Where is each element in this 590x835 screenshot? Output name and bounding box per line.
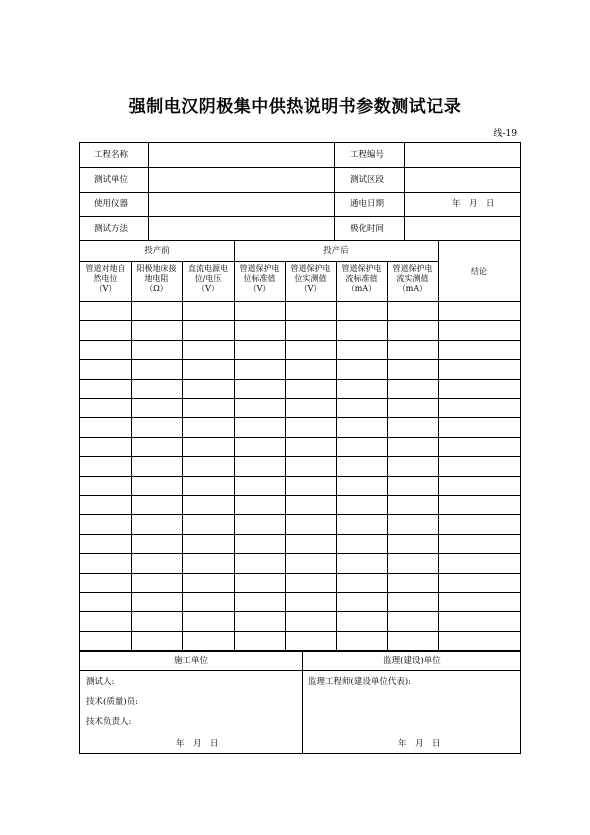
- col-divider: [234, 240, 235, 650]
- row-divider: [80, 216, 520, 217]
- table-row-divider: [80, 631, 520, 632]
- polar-time-label: 极化时间: [350, 224, 385, 234]
- method-label: 测试方法: [94, 224, 129, 234]
- column-header: [438, 267, 520, 277]
- col-divider: [334, 143, 335, 240]
- column-header-line: （V）: [299, 284, 322, 293]
- project-no-label: 工程编号: [350, 150, 385, 160]
- supervisor-label: 监理工程师(建设单位代表):: [308, 677, 411, 687]
- column-header: [234, 264, 285, 294]
- col-divider: [148, 143, 149, 240]
- power-date-value: 年 月 日: [452, 199, 495, 209]
- table-row-divider: [80, 611, 520, 612]
- row-divider: [80, 240, 520, 241]
- column-header-line: （V）: [197, 284, 219, 293]
- column-header: [336, 264, 387, 294]
- page-title: 强制电汉阴极集中供热说明书参数测试记录: [128, 97, 462, 117]
- column-header-line: （V）: [248, 284, 271, 293]
- test-section-label: 测试区段: [350, 175, 385, 185]
- table-row-divider: [80, 514, 520, 515]
- column-header-line: 管道保护电: [239, 264, 280, 273]
- col-divider: [438, 240, 439, 650]
- column-header-line: （mA）: [397, 284, 428, 293]
- record-table: [79, 142, 521, 754]
- column-header: [285, 264, 336, 294]
- column-header: [80, 264, 131, 294]
- date-right: 年 月 日: [398, 739, 441, 749]
- column-header-line: 位标准值: [243, 274, 276, 283]
- footer-divider: [80, 651, 520, 652]
- table-row-divider: [80, 398, 520, 399]
- column-header-line: 阳极地床接: [136, 264, 177, 273]
- table-row-divider: [80, 437, 520, 438]
- column-header-line: 流标准值: [345, 274, 378, 283]
- table-row-divider: [80, 592, 520, 593]
- column-header-line: （V）: [94, 284, 117, 293]
- tech-quality-label: 技术(质量)员:: [86, 697, 138, 707]
- table-row-divider: [80, 573, 520, 574]
- row-divider: [80, 167, 520, 168]
- column-header-line: 位实测值: [294, 274, 327, 283]
- form-code: 线-19: [493, 129, 517, 139]
- instrument-label: 使用仪器: [94, 199, 129, 209]
- header-divider: [80, 301, 520, 302]
- column-header-line: 地电阻: [144, 274, 169, 283]
- group-after: 投产后: [323, 246, 349, 256]
- supervision-unit: 监理(建设)单位: [383, 656, 441, 666]
- table-row-divider: [80, 379, 520, 380]
- column-header-line: 位/电压: [194, 274, 222, 283]
- column-header-line: 直流电源电: [188, 264, 228, 273]
- column-header: [131, 264, 182, 294]
- table-row-divider: [80, 320, 520, 321]
- power-date-label: 通电日期: [350, 199, 385, 209]
- table-row-divider: [80, 359, 520, 360]
- column-header-line: 管道保护电: [392, 264, 433, 273]
- column-header-line: 结论: [471, 267, 487, 276]
- table-row-divider: [80, 456, 520, 457]
- construction-unit: 施工单位: [173, 656, 208, 666]
- group-before: 投产前: [144, 246, 170, 256]
- column-header-line: 流实测值: [396, 274, 429, 283]
- table-row-divider: [80, 534, 520, 535]
- column-header-line: 管道对地自: [85, 264, 126, 273]
- table-row-divider: [80, 476, 520, 477]
- project-name-label: 工程名称: [94, 150, 129, 160]
- date-left: 年 月 日: [176, 739, 219, 749]
- column-header-line: 然电位: [93, 274, 118, 283]
- table-row-divider: [80, 495, 520, 496]
- footer-divider: [80, 670, 520, 671]
- col-divider: [404, 143, 405, 240]
- table-row-divider: [80, 417, 520, 418]
- column-header-line: （mA）: [346, 284, 377, 293]
- group-divider: [80, 261, 438, 262]
- column-header-line: 管道保护电: [290, 264, 331, 273]
- column-header-line: （Ω）: [145, 284, 168, 293]
- tester-label: 测试人:: [86, 677, 115, 687]
- test-unit-label: 测试单位: [94, 175, 129, 185]
- table-row-divider: [80, 553, 520, 554]
- tech-lead-label: 技术负责人:: [86, 717, 132, 727]
- column-header: [182, 264, 234, 294]
- row-divider: [80, 192, 520, 193]
- table-row-divider: [80, 340, 520, 341]
- column-header: [387, 264, 438, 294]
- column-header-line: 管道保护电: [341, 264, 382, 273]
